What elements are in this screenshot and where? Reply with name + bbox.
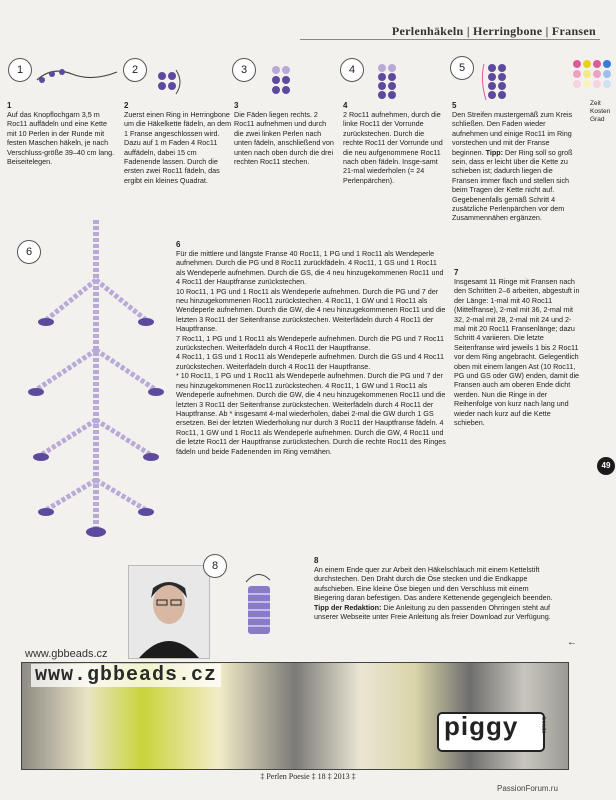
website-link[interactable]: www.gbbeads.cz (25, 648, 108, 660)
header-divider (300, 39, 600, 40)
step-2-text: Zuerst einen Ring in Herringbone um die Häkelkette fädeln, an dem 1 Franse angeschlossen wird. Dazu auf 1 m Faden 4 Roc11 auffädeln, dabei 15 cm Fadenende lassen. Durch die ersten zwei Roc11 fädeln, das ergibt ein kleines Quadrat. (124, 110, 232, 185)
step-1-text: Auf das Knopflochgarn 3,5 m Roc11 auffädeln und eine Kette mit 10 Perlen in der Runde mit festen Maschen häkeln, je nach Verschluss-größe 39–40 cm lang. Beiseitelegen. (7, 110, 115, 167)
piggy-logo-text: piggy (444, 711, 519, 741)
step-8-diagram (238, 570, 288, 640)
step-7-text: Insgesamt 11 Ringe mit Fransen nach den Schritten 2–6 arbeiten, abgestuft in der Länge: 1-mal mit 40 Roc11 (Mittelfranse), 2-mal mit 36, 2-mal mit 32, 2-mal mit 28, 2-mal mit 24 und 2-mal mit 20 Roc11 Fransenlänge; dazu Schritt 4 variieren. Die letzte Seitenfranse wird jeweils 1 bis 2 Roc11 vor dem Ring angebracht. Gelegentlich oben mit einem langen Ast (10 Roc11, PG und GS oder GW) enden, damit die Fransen auch am oberen Ende dicht werden. Nun die Ringe in der Reihenfolge von kurz nach lang und wieder nach kurz auf die Kette schieben. (454, 277, 580, 428)
step-4-diagram (370, 60, 410, 105)
page-header: Perlenhäkeln | Herringbone | Fransen (391, 24, 596, 38)
step-5-body: Den Streifen mustergemäß zum Kreis schließen. Den Faden wieder aufnehmen und einige Roc11 im Ring vorstechen und mit der Franse beginnen. (452, 110, 573, 157)
step-8-tip-label: Tipp der Redaktion: (314, 602, 382, 612)
step-4-text: 2 Roc11 aufnehmen, durch die linke Roc11 der Vorrunde zurückstechen. Durch die rechte Roc11 der Vorrunde und die neu aufgenommene Roc11 nach oben fädeln. Insge-samt 21-mal wiederholen (= 24 Perlenpärchen). (343, 110, 443, 185)
step-8-body: An einem Ende quer zur Arbeit den Häkelschlauch mit einem Kettelstift durchstechen. Den Draht durch die Öse stecken und die Endkappe aufschieben. Eine kleine Öse biegen und den Verschluss mit einem Biegering daran befestigen. Das andere Kettenende gegengleich beenden. (314, 565, 553, 603)
step-6-paragraph: 10 Roc11, 1 PG und 1 Roc11 als Wendeperle aufnehmen. Durch die PG und 7 der neu hinzugekommenen Roc11 zurückstechen. 4 Roc11, 1 GW und 1 Roc11 als Wendeperle aufnehmen. Durch die GW, die 4 neu hinzugekommenen Roc11 und die letzten 3 Roc11 der Seitenfranse zurückstechen. Weiterfädeln durch 4 Roc11 der Hauptfranse. (176, 286, 446, 334)
step-5-number: 5 (452, 101, 457, 110)
step-6-paragraph: 4 Roc11, 1 GS und 1 Roc11 als Wendeperle aufnehmen. Durch die GS und 4 Roc11 zurückstechen. Weiterfädeln durch 4 Roc11 der Hauptfranse. (176, 352, 444, 371)
step-5-diagram (478, 60, 518, 105)
step-6-paragraph: * 10 Roc11, 1 PG und 1 Roc11 als Wendeperle aufnehmen. Durch die PG und 7 der neu hinzugekommenen Roc11 zurückstechen. 4 Roc11, 1 GW und 1 Roc11 als Wendeperle aufnehmen. Durch die GW, die 4 neu hinzugekommenen Roc11 und die letzten 3 Roc11 der Seitenfranse zurückstechen. Weiterfädeln durch 4 Roc11 der Hauptfranse. Ab * insgesamt 4-mal wiederholen, dabei 2-mal die GW durch 1 GS ersetzen. Bei der letzten Wiederholung nur durch 3 Roc11 der Hauptfranse fädeln. 4 Roc11, 1 GW und 1 Roc11 als Wendeperle aufnehmen. Durch die GW, 4 Roc11 und die letzte Roc11 der Hauptfranse zurückstechen. Durch die rechte Roc11 des Ringes fädeln und beide Fadenenden im Ring vernähen. (176, 371, 446, 456)
arrow-left-icon: ← (567, 637, 577, 648)
step-6-circle: 6 (17, 240, 41, 264)
step-8-text (314, 565, 560, 621)
step-2-number: 2 (124, 101, 129, 110)
step-2-diagram (150, 62, 190, 102)
step-8-circle: 8 (203, 554, 227, 578)
step-6-paragraph: Für die mittlere und längste Franse 40 Roc11, 1 PG und 1 Roc11 als Wendeperle aufnehmen. Durch die PG und 8 Roc11 zurückfädeln. 4 Roc11, 1 GS und 1 Roc11 als Wendeperle aufnehmen. Durch die GS, die 4 neu hinzugekommenen Roc11 und 4 Roc11 der Hauptfranse zurückstechen. (176, 249, 444, 287)
piggy-logo-sub: beads (540, 717, 546, 734)
step-1-circle: 1 (8, 58, 32, 82)
step-6-text (176, 249, 448, 456)
step-4-number: 4 (343, 101, 348, 110)
step-8-tip: Die Anleitung zu den passenden Ohrringen steht auf unserer Webseite unter Freie Anleitung als freier Download zur Verfügung. (314, 602, 551, 622)
step-6-paragraph: 7 Roc11, 1 PG und 1 Roc11 als Wendeperle aufnehmen. Durch die PG und 7 Roc11 zurückstechen. Weiterfädeln durch 4 Roc11 der Hauptfranse. (176, 333, 444, 353)
watermark: PassionForum.ru (497, 784, 558, 793)
step-8-number: 8 (314, 556, 319, 565)
page-footer: ‡ Perlen Poesie ‡ 18 ‡ 2013 ‡ (260, 772, 356, 781)
step-5-circle: 5 (450, 56, 474, 80)
step-5-text (452, 110, 576, 223)
step-4-circle: 4 (340, 58, 364, 82)
step-5-tip-label: Tipp: (485, 147, 504, 157)
step-3-text: Die Fäden liegen rechts. 2 Roc11 aufnehmen und durch die zwei linken Perlen nach unten fädeln, anschließend von unten nach oben durch die drei rechten Roc11 stechen. (234, 110, 334, 167)
step-7-number: 7 (454, 268, 459, 277)
step-3-number: 3 (234, 101, 239, 110)
banner-url[interactable]: www.gbbeads.cz (31, 664, 221, 687)
step-5-tip: Der Ring soll so groß sein, dass er leicht über die Kette zu schieben ist; dadurch liegen die Fransen immer flach und stellen sich beim Tragen der Kette nicht auf. Gegebenenfalls gemäß Schritt 4 zusätzliche Perlenpärchen vor dem Zusammennähen ergänzen. (452, 147, 573, 223)
page-number-badge: 49 (597, 457, 615, 475)
step-2-circle: 2 (123, 58, 147, 82)
author-photo (128, 565, 210, 659)
step-6-number: 6 (176, 240, 181, 249)
step-1-diagram (32, 62, 122, 92)
fringe-illustration (16, 210, 176, 540)
sidebar-label: Zeit Kosten Grad (590, 100, 611, 123)
step-3-circle: 3 (232, 58, 256, 82)
step-1-number: 1 (7, 101, 12, 110)
step-3-diagram (264, 60, 304, 105)
